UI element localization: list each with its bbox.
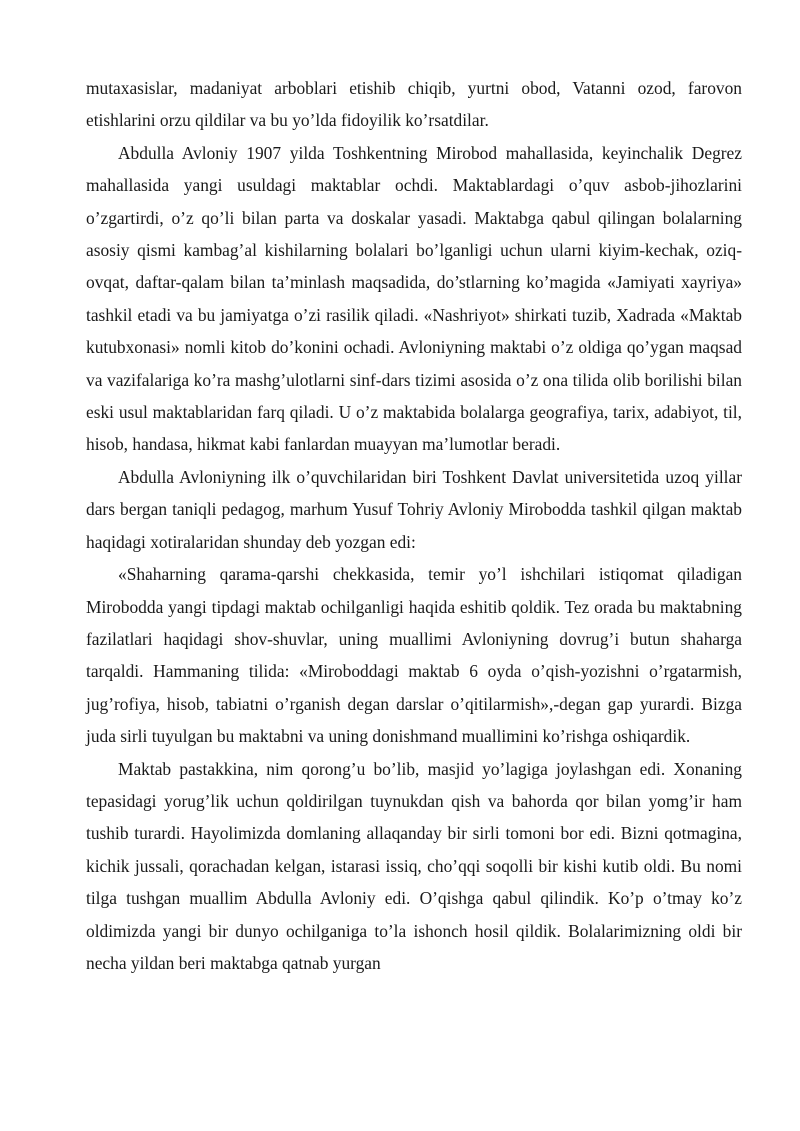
paragraph-school-description: Maktab pastakkina, nim qorong’u bo’lib, masjid yo’lagiga joylashgan edi. Xonaning tepasidagi yorug’lik uchun qoldirilgan tuynukdan qish va bahorda qor bilan yomg’ir ham tushib turardi. Hayolimizda domlaning allaqanday bir sirli tomoni bor edi. Bizni qotmagina, kichik jussali, qorachadan kelgan, istarasi issiq, cho’qqi soqolli bir kishi kutib oldi. Bu nomi tilga tushgan muallim Abdulla Avloniy edi. O’qishga qabul qilindik. Ko’p o’tmay ko’z oldimizda yangi bir dunyo ochilganiga to’la ishonch hosil qildik. Bolalarimizning oldi bir necha yildan beri maktabga qatnab yurgan	[86, 758, 742, 973]
paragraph-continuation: mutaxasislar, madaniyat arboblari etishib chiqib, yurtni obod, Vatanni ozod, farovon etishlarini orzu qildilar va bu yo’lda fidoyilik ko’rsatdilar.	[86, 78, 742, 131]
paragraph-student-memoir-intro: Abdulla Avloniyning ilk o’quvchilaridan biri Toshkent Davlat universitetida uzoq yillar dars bergan taniqli pedagog, marhum Yusuf Tohriy Avloniy Mirobodda tashkil qilgan maktab haqidagi xotiralaridan shunday deb yozgan edi:	[86, 466, 742, 552]
paragraph-memoir-quote: «Shaharning qarama-qarshi chekkasida, temir yo’l ishchilari istiqomat qiladigan Mirobodda yangi tipdagi maktab ochilganligi haqida eshitib qoldik. Tez orada bu maktabning fazilatlari haqidagi shov-shuvlar, uning muallimi Avloniyning dovrug’i butun shaharga tarqaldi. Hammaning tilida: «Miroboddagi maktab 6 oyda o’qish-yozishni o’rgatarmish, jug’rofiya, hisob, tabiatni o’rganish degan darslar o’qitilarmish»,-degan gap yurardi. Bizga juda sirli tuyulgan bu maktabni va uning donishmand muallimini ko’rishga oshiqardik.	[86, 564, 742, 747]
document-body	[86, 72, 742, 979]
paragraph-avloniy-school: Abdulla Avloniy 1907 yilda Toshkentning Mirobod mahallasida, keyinchalik Degrez mahallasida yangi usuldagi maktablar ochdi. Maktablardagi o’quv asbob-jihozlarini o’zgartirdi, o’z qo’li bilan parta va doskalar yasadi. Maktabga qabul qilingan bolalarning asosiy qismi kambag’al kishilarning bolalari bo’lganligi uchun ularni kiyim-kechak, oziq-ovqat, daftar-qalam bilan ta’minlash maqsadida, do’stlarning ko’magida «Jamiyati xayriya» tashkil etadi va bu jamiyatga o’zi rasilik qiladi. «Nashriyot» shirkati tuzib, Xadrada «Maktab kutubxonasi» nomli kitob do’konini ochadi. Avloniyning maktabi o’z oldiga qo’ygan maqsad va vazifalariga ko’ra mashg’ulotlarni sinf-dars tizimi asosida o’z ona tilida olib borilishi bilan eski usul maktablaridan farq qiladi. U o’z maktabida bolalarga geografiya, tarix, adabiyot, til, hisob, handasa, hikmat kabi fanlardan muayyan ma’lumotlar beradi.	[86, 142, 742, 455]
